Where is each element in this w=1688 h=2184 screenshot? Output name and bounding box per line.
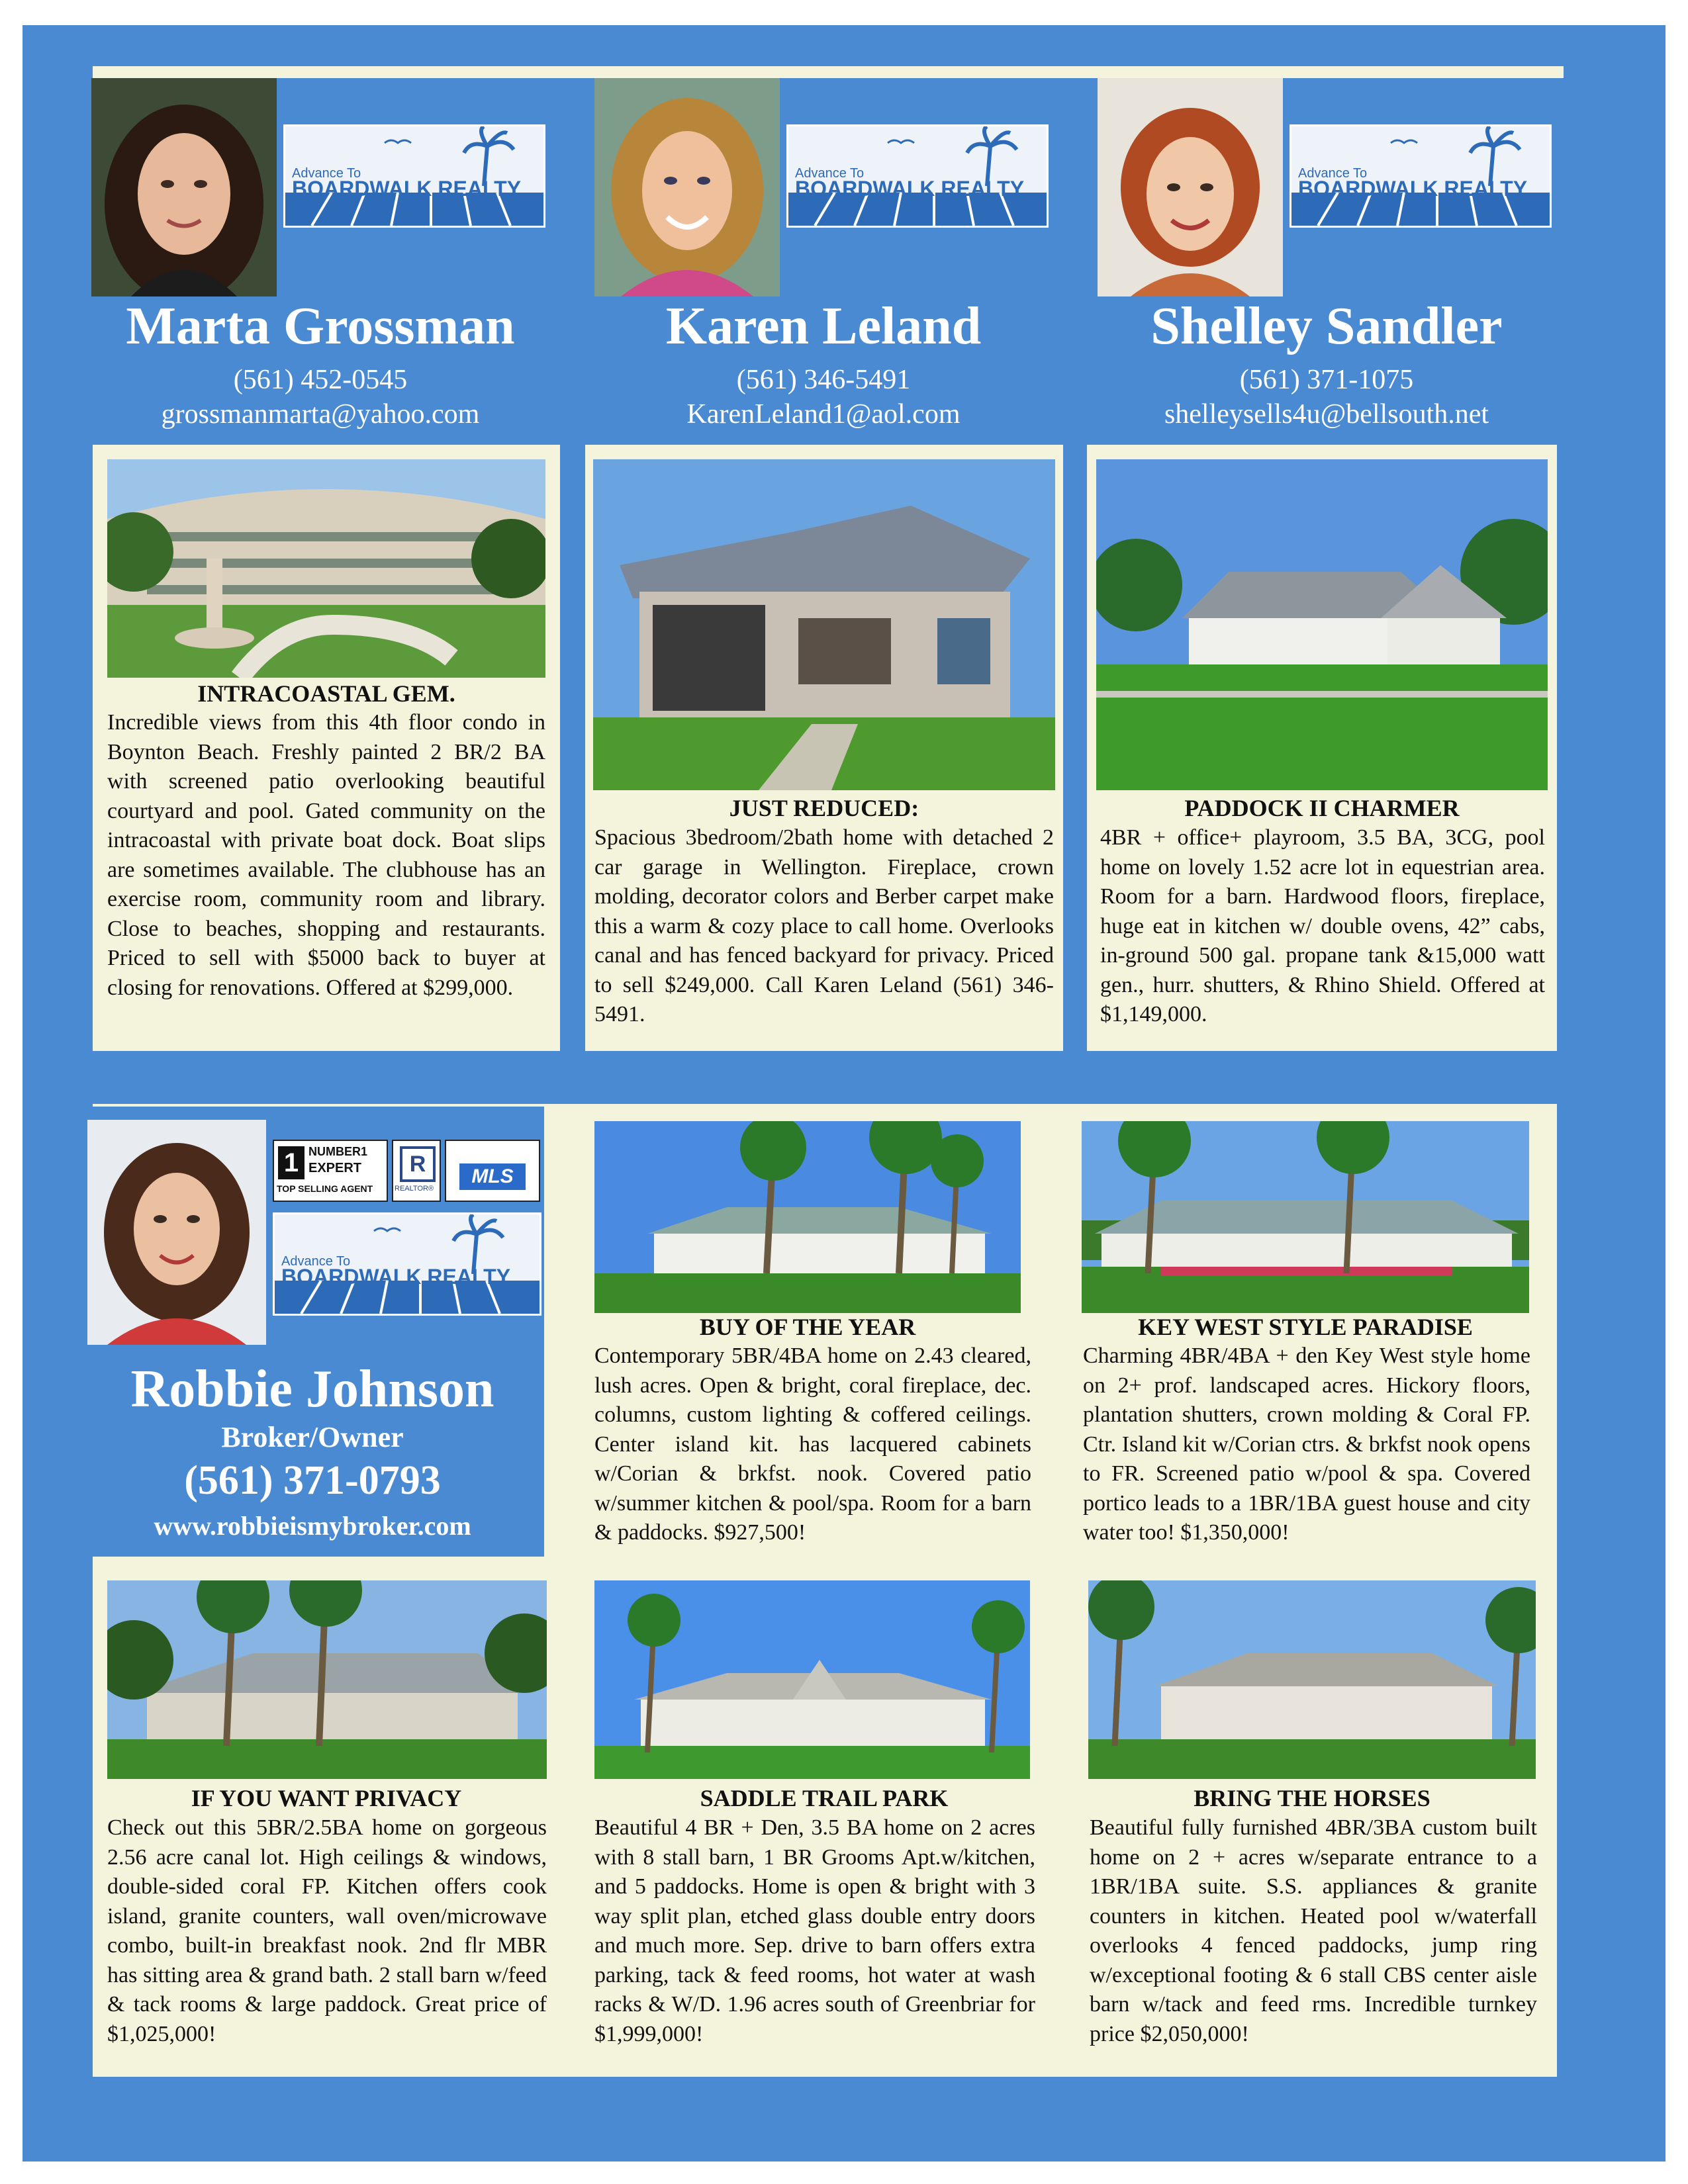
agent-photo (594, 78, 780, 296)
agent-name: Marta Grossman (126, 297, 515, 355)
agent-phone: (561) 371-1075 (1239, 365, 1414, 395)
listing-card (93, 1574, 560, 2064)
agent-phone: (561) 452-0545 (233, 365, 408, 395)
broker-website[interactable]: www.robbieismybroker.com (154, 1511, 471, 1541)
listing-description: Beautiful 4 BR + Den, 3.5 BA home on 2 acres with 8 stall barn, 1 BR Grooms Apt.w/kitchen, and 5 paddocks. Home is open & bright with 3 way split plan, etched glass double entry doors and much more. Sep. drive to barn offers extra parking, tack & feed rooms, hot water at wash racks & W/D. 1.96 acres south of Greenbriar for $1,999,000! (594, 1815, 1035, 2046)
listing-card (1082, 1107, 1557, 1590)
agent-email: shelleysells4u@bellsouth.net (1164, 399, 1489, 430)
mls-badge (445, 1140, 540, 1202)
number1-icon: 1 (278, 1146, 305, 1179)
listing-photo (1088, 1580, 1536, 1779)
listing-title: PADDOCK II CHARMER (1184, 795, 1460, 821)
badge-line1: NUMBER1 (308, 1145, 368, 1158)
listing-title: INTRACOASTAL GEM. (197, 680, 455, 707)
boardwalk-realty-logo (273, 1212, 541, 1316)
agent-photo (91, 78, 277, 296)
listing-card (93, 445, 560, 1051)
listing-description: 4BR + office+ playroom, 3.5 BA, 3CG, pool home on lovely 1.52 acre lot in equestrian area. Room for a barn. Hardwood floors, fireplace, huge eat in kitchen w/ double ovens, 42” cabs, in-ground 500 gal. propane tank &15,000 watt gen., hurr. shutters, & Rhino Shield. Offered at $1,149,000. (1100, 825, 1545, 1026)
broker-role: Broker/Owner (221, 1421, 404, 1453)
logo-small-text: Advance To (1298, 166, 1368, 181)
badge-line3: TOP SELLING AGENT (277, 1183, 373, 1194)
number1-expert-badge (273, 1140, 388, 1202)
listing-photo (107, 459, 545, 678)
broker-photo (87, 1120, 266, 1345)
boardwalk-realty-logo (786, 124, 1049, 228)
agent-phone: (561) 346-5491 (736, 365, 911, 395)
listing-title: BUY OF THE YEAR (699, 1314, 916, 1340)
logo-big-text: BOARDWALK REALTY (795, 177, 1025, 201)
listing-card (1088, 1574, 1557, 2064)
realtor-badge (392, 1140, 441, 1202)
listing-photo (594, 1580, 1030, 1779)
logo-small-text: Advance To (281, 1254, 351, 1269)
listing-title: IF YOU WANT PRIVACY (191, 1785, 462, 1811)
listing-card (585, 1574, 1063, 2064)
agent-name: Karen Leland (665, 297, 982, 355)
listing-title: KEY WEST STYLE PARADISE (1138, 1314, 1473, 1340)
mls-label: MLS (459, 1163, 526, 1190)
badge-line2: EXPERT (308, 1161, 362, 1175)
boardwalk-realty-logo (1289, 124, 1552, 228)
top-divider (93, 66, 1564, 78)
listing-photo (593, 459, 1055, 790)
listing-description: Charming 4BR/4BA + den Key West style home on 2+ prof. landscaped acres. Hickory floors, plantation shutters, crown molding & Coral FP. Ctr. Island kit w/Corian ctrs. & brkfst nook opens to FR. Screened patio w/pool & spa. Covered portico leads to a 1BR/1BA guest house and city water too! $1,350,000! (1083, 1343, 1530, 1545)
agent-email: KarenLeland1@aol.com (686, 399, 961, 430)
boardwalk-realty-logo (283, 124, 545, 228)
logo-big-text: BOARDWALK REALTY (281, 1265, 511, 1289)
listing-photo (1082, 1121, 1529, 1313)
agent-name: Shelley Sandler (1150, 297, 1503, 355)
broker-name: Robbie Johnson (130, 1360, 494, 1418)
realtor-label: REALTOR® (395, 1185, 434, 1193)
listing-photo (1096, 459, 1548, 790)
listing-title: JUST REDUCED: (729, 795, 919, 821)
listing-description: Contemporary 5BR/4BA home on 2.43 cleared, lush acres. Open & bright, coral fireplace, dec. columns, custom lighting & coffered ceilings. Center island kit. has lacquered cabinets w/Corian & brkfst. nook. Covered patio w/summer kitchen & pool/spa. Room for a barn & paddocks. $927,500! (594, 1343, 1031, 1545)
listing-card (586, 1107, 1063, 1590)
logo-small-text: Advance To (292, 166, 361, 181)
listing-photo (107, 1580, 547, 1779)
agent-card-karen (594, 78, 1053, 441)
agent-card-marta (91, 78, 549, 441)
listing-description: Check out this 5BR/2.5BA home on gorgeous 2.56 acre canal lot. High ceilings & windows, double-sided coral FP. Kitchen offers cook island, granite counters, wall oven/microwave combo, built-in breakfast nook. 2nd flr MBR has sitting area & grand bath. 2 stall barn w/feed & tack rooms & large paddock. Great price of $1,025,000! (107, 1815, 547, 2046)
listing-description: Incredible views from this 4th floor condo in Boynton Beach. Freshly painted 2 BR/2 BA with screened patio overlooking beautiful courtyard and pool. Gated community on the intracoastal with private boat dock. Boat slips are sometimes available. The clubhouse has an exercise room, community room and library. Close to beaches, shopping and restaurants. Priced to sell with $5000 back to buyer at closing for renovations. Offered at $299,000. (107, 710, 545, 1000)
listing-card (1087, 445, 1557, 1051)
listing-description: Beautiful fully furnished 4BR/3BA custom built home on 2 + acres w/separate entrance to a 1BR/1BA suite. S.S. appliances & granite counters in kitchen. Heated pool w/waterfall overlooks 4 fenced paddocks, jump ring w/exceptional footing & 6 stall CBS center aisle barn w/tack and feed rms. Incredible turnkey price $2,050,000! (1090, 1815, 1537, 2046)
logo-small-text: Advance To (795, 166, 865, 181)
broker-card (81, 1107, 544, 1557)
listing-title: SADDLE TRAIL PARK (700, 1785, 949, 1811)
listing-title: BRING THE HORSES (1194, 1785, 1430, 1811)
broker-phone: (561) 371-0793 (184, 1458, 441, 1503)
listing-description: Spacious 3bedroom/2bath home with detached 2 car garage in Wellington. Fireplace, crown molding, decorator colors and Berber carpet make this a warm & cozy place to call home. Overlooks canal and has fenced backyard for privacy. Priced to sell $249,000. Call Karen Leland (561) 346-5491. (594, 825, 1054, 1026)
realtor-r-icon: R (400, 1146, 436, 1182)
agent-photo (1098, 78, 1283, 296)
logo-big-text: BOARDWALK REALTY (1298, 177, 1528, 201)
listing-photo (594, 1121, 1021, 1313)
listing-card (585, 445, 1063, 1051)
logo-big-text: BOARDWALK REALTY (292, 177, 522, 201)
agent-email: grossmanmarta@yahoo.com (161, 399, 480, 430)
agent-card-shelley (1098, 78, 1556, 441)
